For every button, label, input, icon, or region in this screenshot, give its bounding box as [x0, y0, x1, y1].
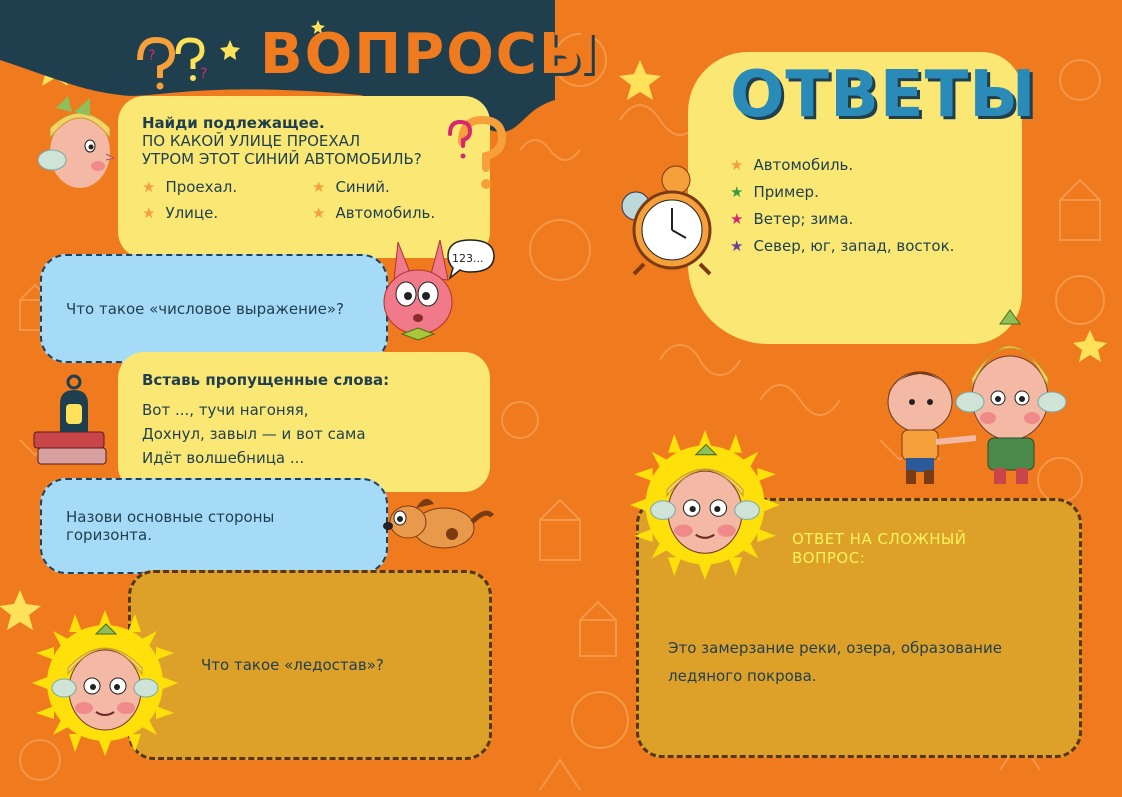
answers-title-text: ОТВЕТЫ — [730, 58, 1037, 132]
question-card-missing-words — [118, 352, 490, 492]
answer-text: Ветер; зима. — [753, 210, 854, 228]
option-item: ★ Проехал. — [142, 178, 312, 196]
question-text: ПО КАКОЙ УЛИЦЕ ПРОЕХАЛ — [142, 132, 361, 150]
question-card-subject — [118, 96, 490, 258]
bubble-text: 123... — [452, 252, 484, 265]
dog-character-icon — [382, 488, 498, 562]
answers-list — [730, 152, 954, 260]
question-card-freeze-up — [128, 570, 492, 760]
question-marks-icon — [446, 112, 506, 196]
question-text: Назови основные стороны горизонта. — [66, 508, 275, 544]
poem-line: Идёт волшебница ... — [142, 449, 305, 467]
poem-line: Дохнул, завыл — и вот сама — [142, 425, 366, 443]
star-icon: ★ — [730, 183, 744, 201]
kids-characters-icon — [870, 306, 1070, 490]
alarm-clock-icon — [614, 162, 722, 280]
question-text: Что такое «ледостав»? — [201, 656, 384, 674]
star-icon: ★ — [730, 210, 744, 228]
sun-girl-icon — [628, 428, 782, 582]
answer-item — [730, 179, 954, 206]
svg-text:?: ? — [148, 48, 156, 64]
girl-character-icon — [34, 88, 120, 198]
hard-answer-title — [792, 530, 966, 568]
answer-options — [142, 178, 466, 222]
answer-text: Автомобиль. — [753, 156, 854, 174]
star-icon: ★ — [730, 156, 744, 174]
books-lamp-icon — [30, 372, 110, 472]
option-item: ★ Автомобиль. — [312, 204, 472, 222]
answer-text: Пример. — [753, 183, 819, 201]
answers-title — [730, 58, 1037, 132]
question-card-horizon — [40, 478, 388, 574]
option-item: ★ Улице. — [142, 204, 312, 222]
answer-item — [730, 206, 954, 233]
option-item: ★ Синий. — [312, 178, 472, 196]
answer-item — [730, 233, 954, 260]
question-text: УТРОМ ЭТОТ СИНИЙ АВТОМОБИЛЬ? — [142, 150, 422, 168]
answer-text: Север, юг, запад, восток. — [753, 237, 955, 255]
hard-answer-title-line: ОТВЕТ НА СЛОЖНЫЙ — [792, 530, 967, 548]
question-heading: Найди подлежащее. — [142, 114, 325, 132]
question-card-numeric-expression — [40, 254, 388, 363]
question-heading: Вставь пропущенные слова: — [142, 371, 390, 389]
question-text: Что такое «числовое выражение»? — [66, 299, 345, 318]
star-icon: ★ — [730, 237, 744, 255]
svg-text:?: ? — [200, 66, 208, 82]
answer-item — [730, 152, 954, 179]
poem-line: Вот ..., тучи нагоняя, — [142, 401, 309, 419]
hard-answer-title-line: ВОПРОС: — [792, 549, 866, 567]
sun-girl-icon — [30, 608, 180, 758]
questions-title: ВОПРОСЫ — [260, 22, 599, 87]
hard-answer-text: Это замерзание реки, озера, образование ледяного покрова. — [668, 639, 1002, 685]
